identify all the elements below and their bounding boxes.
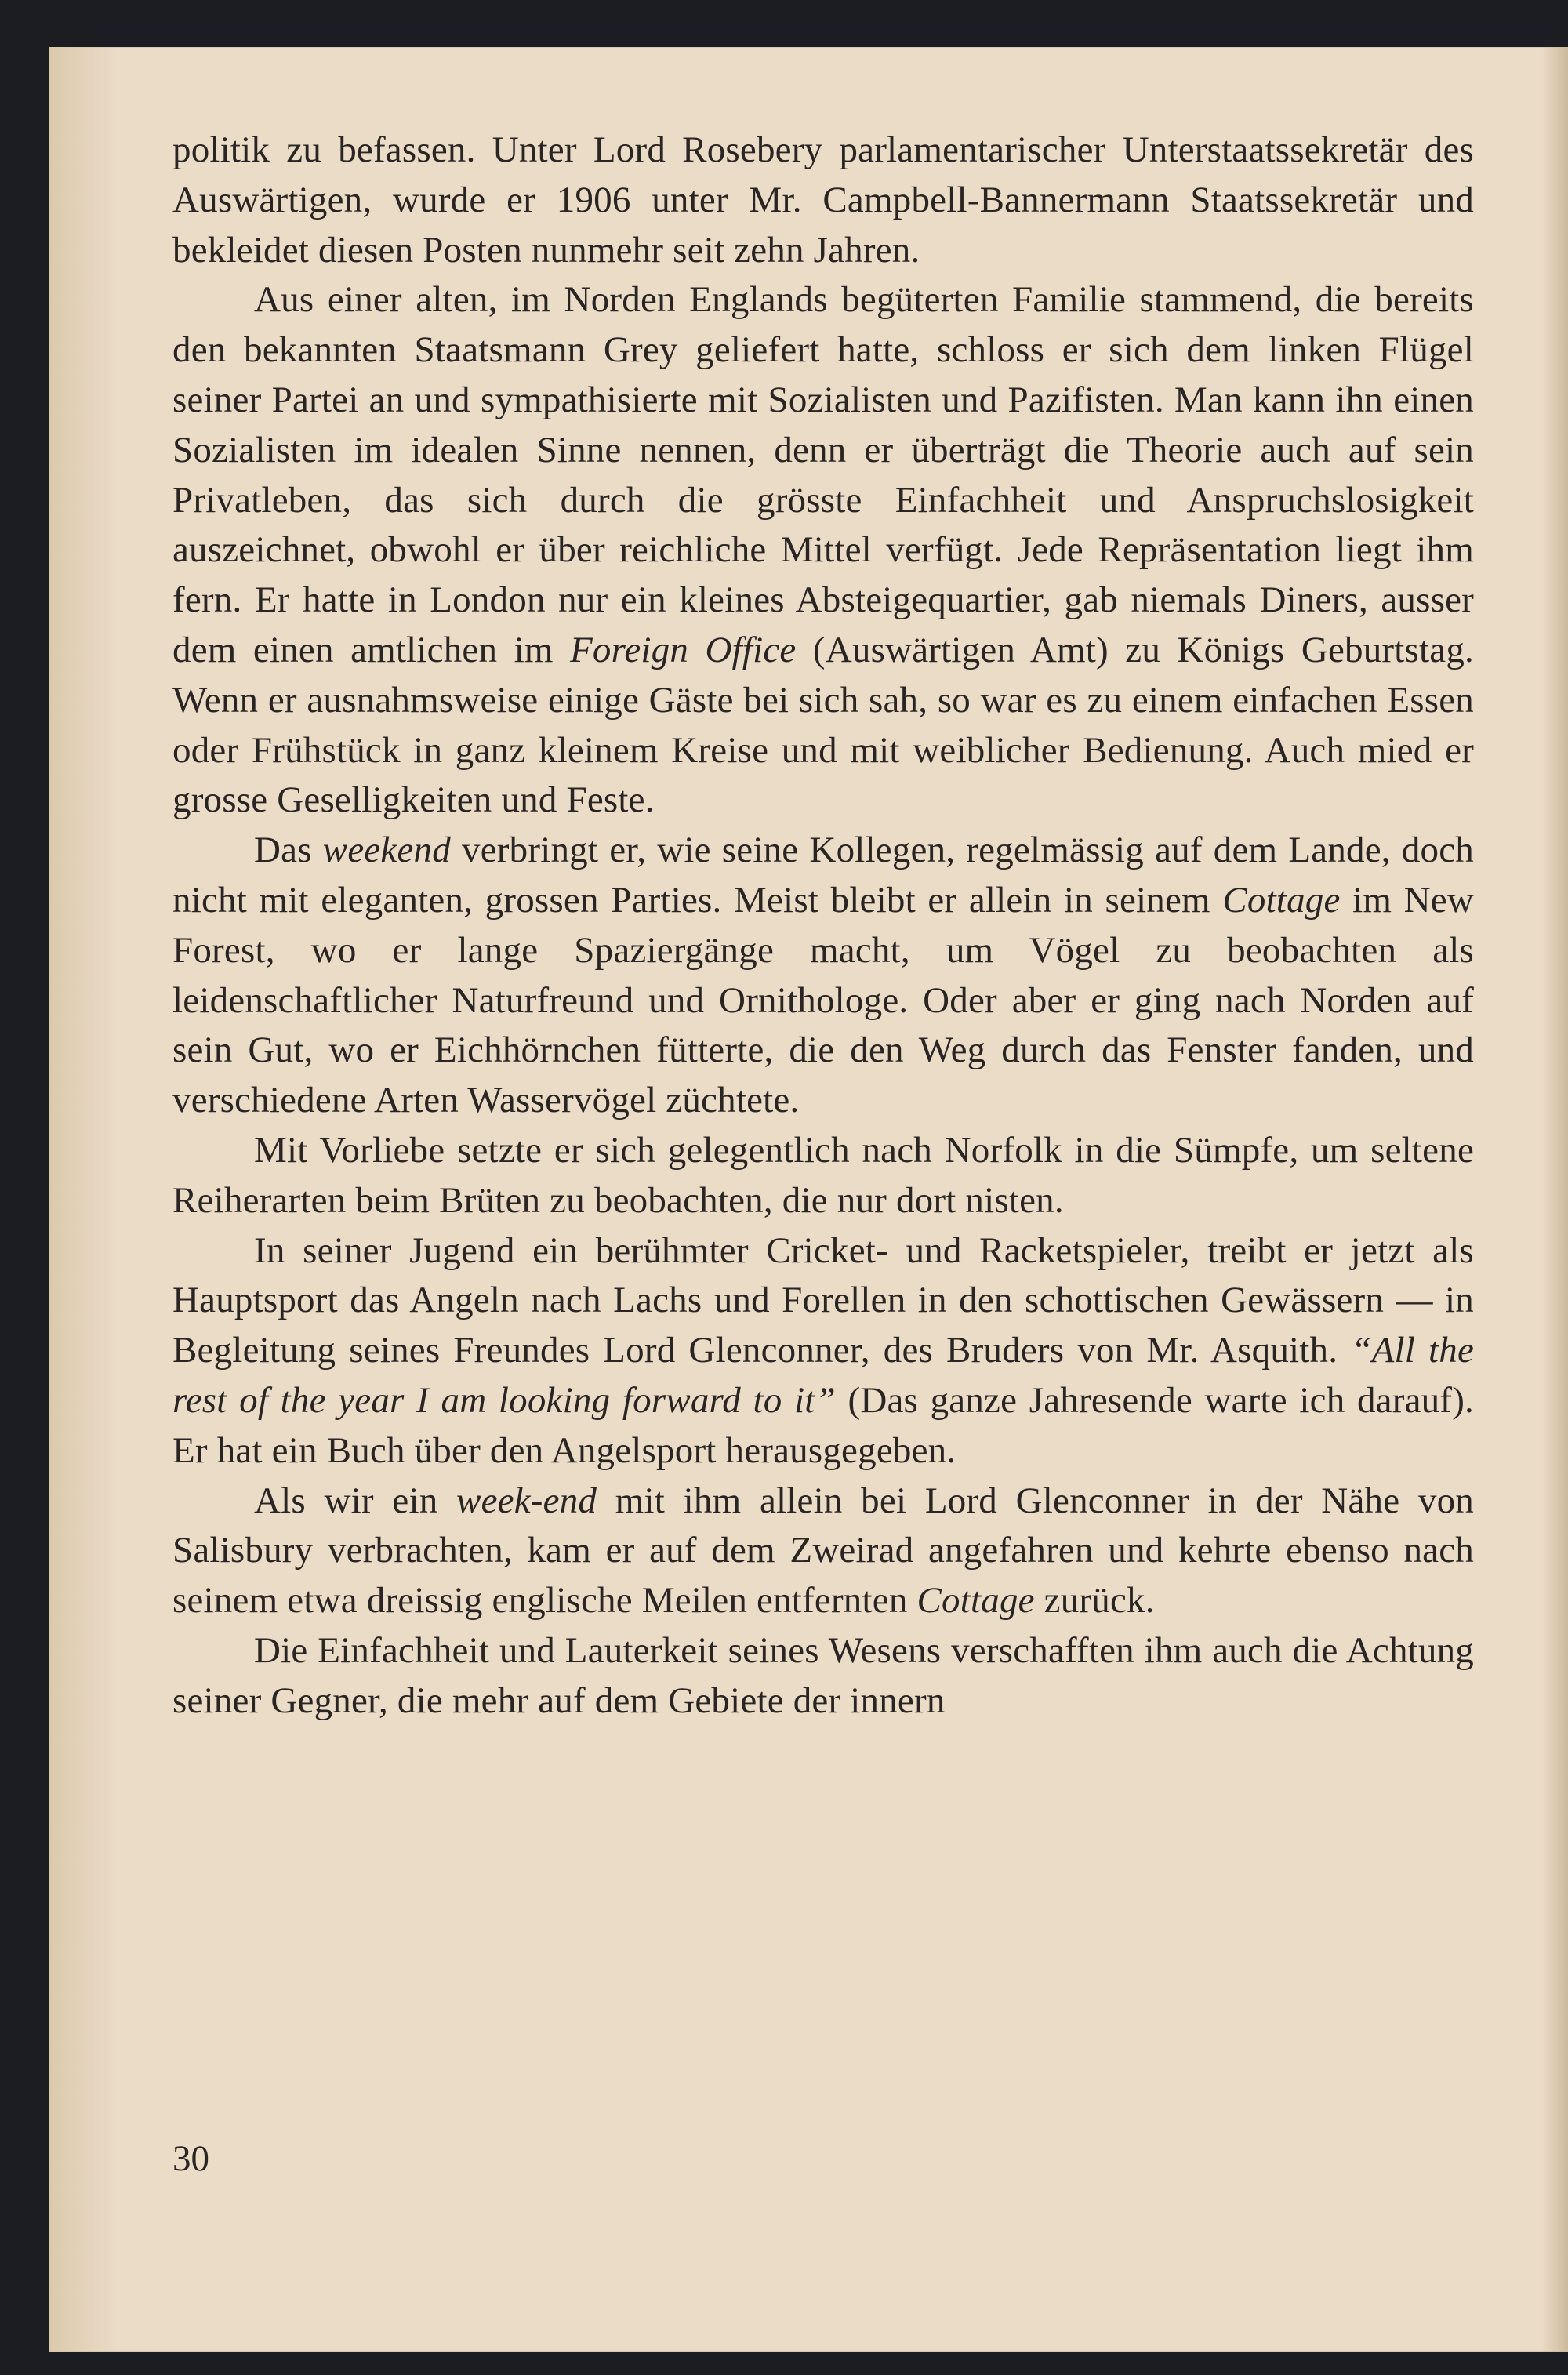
paragraph — [172, 1226, 1474, 1476]
text-span: im New Forest, wo er lange Spaziergänge macht, um Vögel zu beobachten als leidenschaftlicher Naturfreund und Ornithologe. Oder aber er ging nach Norden auf sein Gut, wo er Eichhörnchen fütterte, die den Weg durch das Fenster fanden, und verschiedene Arten Wasservögel züchtete. — [172, 879, 1474, 1121]
text-span: politik zu befassen. Unter Lord Rosebery parlamentarischer Unterstaatssekretär des Auswärtigen, wurde er 1906 unter Mr. Campbell-Bannermann Staatssekretär und bekleidet diesen Posten nunmehr seit zehn Jahren. — [172, 129, 1474, 271]
text-span: Mit Vorliebe setzte er sich gelegentlich nach Norfolk in die Sümpfe, um seltene Reiherarten beim Brüten zu beobachten, die nur dort nisten. — [172, 1129, 1474, 1221]
text-span: In seiner Jugend ein berühmter Cricket- und Racketspieler, treibt er jetzt als Hauptsport das Angeln nach Lachs und Forellen in den schottischen Gewässern — in Begleitung seines Freundes Lord Glenconner, des Bruders von Mr. Asquith. — [172, 1229, 1474, 1371]
text-span: mit ihm allein bei Lord Glenconner in der Nähe von Salisbury verbrachten, kam er auf dem Zweirad angefahren und kehrte ebenso nach seinem etwa dreissig englische Meilen entfernten — [172, 1480, 1474, 1621]
page-number: 30 — [172, 2138, 209, 2179]
italic-text-span: Cottage — [1222, 879, 1341, 921]
paragraph — [172, 1476, 1474, 1626]
italic-text-span: “All the rest of the year I am looking forward to it” — [172, 1330, 1475, 1421]
page-edge-shadow — [1541, 47, 1568, 2352]
text-span: Das — [254, 830, 323, 871]
italic-text-span: Foreign Office — [569, 629, 797, 670]
text-span: verbringt er, wie seine Kollegen, regelmässig auf dem Lande, doch nicht mit eleganten, grossen Parties. Meist bleibt er allein in seinem — [172, 830, 1474, 921]
paragraph — [172, 125, 1474, 275]
italic-text-span: weekend — [322, 830, 451, 871]
text-span: zurück. — [1034, 1580, 1155, 1621]
paragraph — [172, 826, 1474, 1126]
paragraph — [172, 275, 1474, 826]
paragraph — [172, 1126, 1474, 1226]
text-span: Aus einer alten, im Norden Englands begüterten Familie stammend, die bereits den bekannten Staatsmann Grey geliefert hatte, schloss er sich dem linken Flügel seiner Partei an und sympathisierte mit Sozialisten und Pazifisten. Man kann ihn einen Sozialisten im idealen Sinne nennen, denn er überträgt die Theorie auch auf sein Privatleben, das sich durch die grösste Einfachheit und Anspruchslosigkeit auszeichnet, obwohl er über reichliche Mittel verfügt. Jede Repräsentation liegt ihm fern. Er hatte in London nur ein kleines Absteigequartier, gab niemals Diners, ausser dem einen amtlichen im — [172, 279, 1474, 670]
body-text — [172, 125, 1474, 1727]
text-span: (Auswärtigen Amt) zu Königs Geburtstag. Wenn er ausnahmsweise einige Gäste bei sich sah, so war es zu einem einfachen Essen oder Frühstück in ganz kleinem Kreise und mit weiblicher Bedienung. Auch mied er grosse Geselligkeiten und Feste. — [172, 629, 1474, 821]
italic-text-span: Cottage — [916, 1580, 1035, 1621]
text-span: (Das ganze Jahresende warte ich darauf). Er hat ein Buch über den Angelsport herausgegeben. — [172, 1379, 1474, 1471]
italic-text-span: week-end — [456, 1480, 597, 1521]
text-span: Als wir ein — [254, 1480, 457, 1521]
text-span: Die Einfachheit und Lauterkeit seines Wesens verschafften ihm auch die Achtung seiner Gegner, die mehr auf dem Gebiete der innern — [172, 1629, 1474, 1721]
page-binding-shadow — [49, 47, 119, 2352]
paragraph — [172, 1626, 1474, 1727]
